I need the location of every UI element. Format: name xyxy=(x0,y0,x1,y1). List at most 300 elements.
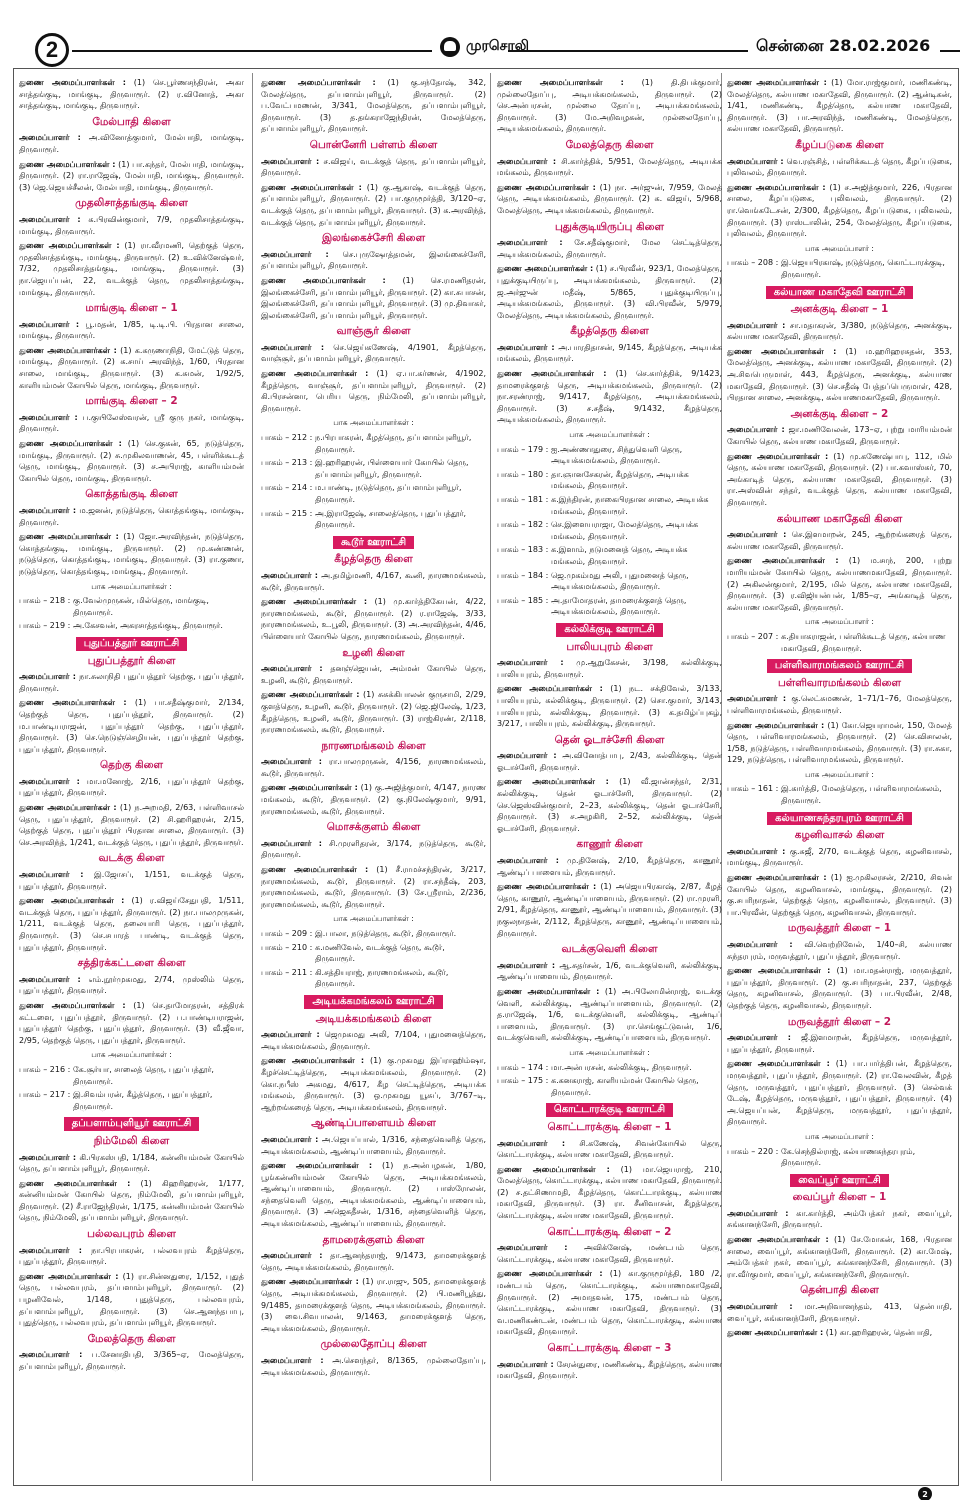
member-paragraph xyxy=(727,872,952,918)
member-paragraph xyxy=(727,720,952,766)
member-text: (1) சுசுக்கிபாலன் குருசாமி, 2/29, குளத்தெரு, உழனி, கூடூர், திருவாரூர். (2) ஜெ.ஜிலேஷ், 1/23, கீழத்தெரு, உழனி, கூடூர், திருவாரூர். (3) ராஜ்கிரண், 2/118, நாரணமங்கலம், கூடூர், திருவாரூர். xyxy=(261,690,486,735)
member-paragraph xyxy=(727,77,952,135)
member-paragraph xyxy=(497,368,722,426)
role-label: துணை அமைப்பாளர்கள் : xyxy=(261,865,369,875)
branch-heading: தென்பாதி கிளை xyxy=(800,1284,879,1297)
member-paragraph xyxy=(19,240,244,298)
member-paragraph xyxy=(727,529,952,552)
role-label: துணை அமைப்பாளர்கள் : xyxy=(497,182,596,192)
member-text: மு.தினேஷ், 2/10, கீழத்தெரு, காணூர், ஆண்டிப் பாளையம், திருவாரூர். xyxy=(497,856,722,877)
member-text: (1) ந.அன்பழகன், 1/80, பூங்கன்னியம்மன் கோயில் தெரு, அடியக்கமங்கலம், ஆண்டிப்பாளையம், திருவாரூர். (2) பாஸ்ரோலன், சந்தைவெளி தெரு, அடியக்கமங்கலம், ஆண்டிப்பாளையம், திருவாரூர். (3) அஜெகதீசன், 1/316, சந்தைவெளித் தெரு, அடியக்கமங்கலம், ஆண்டிப்பாளையம், திருவாரூர். xyxy=(261,1161,486,1229)
member-paragraph xyxy=(261,182,486,228)
booth-row xyxy=(727,783,952,806)
role-label: அமைப்பாளர் : xyxy=(19,870,84,880)
booth-subheading: பாக அமைப்பாளர்கள் : xyxy=(333,914,414,924)
branch-heading: பொன்னேரி பள்ளம் கிளை xyxy=(309,138,438,151)
branch-heading: தென் ஓடாச்சேரி கிளை xyxy=(554,733,665,746)
member-text: (1) செ.குகன், 65, நடுத்தெரு, மாங்குடி, திருவாரூர். (2) சு.முகிலவாணன், 45, பள்ளிக்கூடத் தெரு, மாங்குடி, திருவாரூர். (3) ச.அபிராஜ், காளியம்மன் கோயில் தெரு, மாங்குடி, திருவாரூர். xyxy=(19,439,244,483)
booth-number: பாகம் – 207 : xyxy=(727,631,779,641)
member-paragraph xyxy=(497,1268,722,1338)
member-paragraph xyxy=(497,776,722,834)
member-text: (1) ம.ஹரிஹரசுதன், 353, மேலத்தெரு, அனக்குடி, கல்யாண மகாதேவி, திருவாரூர். (2) அ.சிவபெருமாள், 443, கீழத்தெரு, அனக்குடி, கல்யாண மகாதேவி, திருவாரூர். (3) செ.சதீஷ் பேத்தப்பெருமாள், 428, பிரதான சாலை, அனக்குடி, கல்யாணமகாதேவி, திருவாரூர். xyxy=(727,346,952,403)
role-label: துணை அமைப்பாளர்கள் : xyxy=(727,966,831,976)
member-paragraph xyxy=(727,1208,952,1231)
member-paragraph xyxy=(497,237,722,260)
member-paragraph xyxy=(261,275,486,321)
role-label: துணை அமைப்பாளர்கள் : xyxy=(497,1269,603,1279)
booth-row xyxy=(727,257,952,280)
member-paragraph xyxy=(19,802,244,848)
booth-number: பாகம் – 215 : xyxy=(261,508,313,518)
member-paragraph xyxy=(261,1134,486,1157)
panchayat-banner: கூடூர் ஊராட்சி xyxy=(333,536,414,550)
member-paragraph xyxy=(727,965,952,1011)
role-label: அமைப்பாளர் : xyxy=(497,1243,568,1253)
booth-text: அ.கேசவன், அகரசாத்தங்குடி, திருவாரூர். xyxy=(73,621,223,631)
member-paragraph xyxy=(19,214,244,237)
member-paragraph xyxy=(261,156,486,179)
panchayat-banner: கல்லிக்குடி ஊராட்சி xyxy=(556,623,662,637)
member-paragraph xyxy=(19,319,244,342)
member-text: அவிக்னேஷ், மண்டபம் தெரு, கொட்டாரக்குடி, கல்யாண மகாதேவி, திருவாரூர். xyxy=(497,1243,722,1264)
branch-heading: கீழப்படுகை கிளை xyxy=(795,138,884,151)
role-label: அமைப்பாளர் : xyxy=(497,658,564,668)
member-paragraph xyxy=(497,750,722,773)
member-text: (1) பா.பார்த்திபன், கீழத்தெரு, மருவத்தூர், புதுப்பத்தூர், திருவாரூர். (2) ரா.வேலவின், கீழத் தெரு, மருவத்தூர், புதுப்பத்தூர், திருவாரூர். (3) செல்வக் டேஷ், கீழத்தெரு, மருவத்தூர், புதுப்பத்தூர், திருவாரூர். (4) அ.ஜெயப்பன், கீழத்தெரு, மருவத்தூர், புதுப்பத்தூர், திருவாரூர். xyxy=(727,1059,952,1127)
member-paragraph xyxy=(19,1152,244,1175)
booth-text: இ.ஜெயபிரகாஷ், நடுத்தெரு, கொட்டாரக்குடி, திருவாரூர். xyxy=(781,258,945,279)
member-text: ஆ.சுதர்சன், 1/6, வடக்குவெளி, கல்லிக்குடி, ஆண்டிப்பாளையம், திருவாரூர். xyxy=(497,960,722,982)
column-divider xyxy=(252,73,253,1481)
branch-heading: முல்லைதோப்பு கிளை xyxy=(320,1338,427,1351)
role-label: அமைப்பாளர் : xyxy=(261,1356,324,1365)
role-label: துணை அமைப்பாளர்கள் : xyxy=(497,1164,610,1174)
role-label: அமைப்பாளர் : xyxy=(19,1152,77,1162)
role-label: துணை அமைப்பாளர்கள் : xyxy=(19,1178,131,1188)
role-label: துணை அமைப்பாளர்கள் : xyxy=(497,986,600,996)
member-paragraph xyxy=(19,505,244,528)
role-label: அமைப்பாளர் : xyxy=(727,1302,793,1312)
member-paragraph xyxy=(19,776,244,799)
header-rule-left xyxy=(72,50,432,52)
member-paragraph xyxy=(727,1032,952,1055)
member-text: தா.ஆனந்தராஜ், 9/1473, தாமரைக்குளத் தெரு, அடியக்கமங்கலம், திருவாரூர். xyxy=(261,1251,486,1272)
booth-text: செ.இளையராஜா, மேலத்தெரு, அடியக்க மங்கலம், திருவாரூர். xyxy=(551,520,699,541)
member-text: சா.மதாகரன், 3/380, நடுத்தெரு, அனக்குடி, கல்யாண மகாதேவி, திருவாரூர். xyxy=(727,320,952,342)
booth-number: பாகம் – 209 : xyxy=(261,929,313,938)
role-label: அமைப்பாளர் : xyxy=(727,846,786,856)
member-paragraph xyxy=(497,263,722,321)
booth-row xyxy=(727,1146,952,1169)
page-badge: 2 xyxy=(918,1487,932,1500)
member-paragraph xyxy=(261,1355,486,1378)
role-label: அமைப்பாளர் : xyxy=(727,425,785,435)
member-paragraph xyxy=(727,320,952,343)
role-label: அமைப்பாளர் : xyxy=(261,156,320,166)
role-label: துணை அமைப்பாளர்கள் : xyxy=(727,346,837,356)
role-label: அமைப்பாளர் : xyxy=(19,133,81,143)
member-paragraph xyxy=(19,159,244,194)
booth-text: ஐ.அண்ணாதுரை, சிந்துவெளி தெரு, அடியக்கமங்கலம், திருவாரூர். xyxy=(551,444,683,466)
booth-number: பாகம் – 214 : xyxy=(261,483,313,493)
member-text: (1) சீ.ராமச்சந்திரன், 3/217, நாரணமங்கலம், கூடூர், திருவாரூர். (2) ரா.சந்தீஷ், 203, நாரணமங்கலம், கூடூர், திருவாரூர். (3) சே.ஸ்ரீராம், 2/236, நாரணமங்கலம், கூடூர், திருவாரூர். xyxy=(261,865,486,909)
member-text: வெ.ரஞ்சித், பள்ளிக்கூடத் தெரு, கீழப்படுகை, புலிவலம், திருவாரூர். xyxy=(727,156,952,178)
role-label: துணை அமைப்பாளர்கள் : xyxy=(727,556,839,566)
branch-heading: கொட்டாரக்குடி கிளை – 1 xyxy=(547,1120,672,1133)
booth-row xyxy=(19,595,244,618)
member-paragraph xyxy=(727,846,952,869)
booth-row xyxy=(497,1062,722,1074)
role-label: துணை அமைப்பாளர்கள் : xyxy=(19,439,122,449)
member-text: (1) ஐ.முகிலரசன், 2/210, சிவன் கோயில் தெரு, கழனிவாசல், மாங்குடி, திருவாரூர். (2) கு.சபரிநாதன், தெற்குத் தெரு, கழனிவாசல், திருவாரூர். (3) பா.பிரவீன், தெற்குத் தெரு, கழனிவாசல், திருவாரூர். xyxy=(727,873,952,917)
role-label: அமைப்பாளர் : xyxy=(727,1208,789,1218)
member-text: (1) மு.கணேஷ்பாபு, 112, மில் தெரு, கல்யாண மகாதேவி, திருவாரூர். (2) பா.கவாஸ்கர், 70, அங்காடித் தெரு, கல்யாண மகாதேவி, திருவாரூர். (3) ரா.அஸ்வின் சந்தர், வடக்குத் தெரு, கல்யாண மகாதேவி, திருவாரூர். xyxy=(727,451,952,507)
booth-number: பாகம் – 212 : xyxy=(261,433,313,443)
member-paragraph xyxy=(497,1242,722,1265)
booth-number: பாகம் – 184 : xyxy=(497,570,549,580)
booth-row xyxy=(727,631,952,654)
member-paragraph xyxy=(19,1000,244,1046)
booth-text: இ.ஹரிஹரன், பிள்ளையார் கோயில் தெரு, தப்பளாம்புளியூர், திருவாரூர். xyxy=(315,458,469,479)
role-label: அமைப்பாளர் : xyxy=(19,1245,82,1255)
role-label: அமைப்பாளர் : xyxy=(497,238,563,248)
branch-heading: கீழத்தெரு கிளை xyxy=(334,553,413,566)
role-label: துணை அமைப்பாளர்கள் : xyxy=(19,803,117,813)
header-rule-right xyxy=(940,50,960,52)
member-text: (1) மா.ஜெயராஜ், 210, மேலத்தெரு, கொட்டாரக்குடி, கல்யாண மகாதேவி, திருவாரூர். (2) ச.தட்சிணாமதி, கீழத்தெரு, கொட்டாரக்குடி, கல்யாண மகாதேவி, திருவாரூர். (3) ரா. சீனிவாசன், கீழத்தெரு, கொட்டாரக்குடி, கல்யாண மகாதேவி, திருவாரூர். xyxy=(497,1164,722,1221)
booth-subheading: பாக அமைப்பாளர்கள் : xyxy=(91,581,172,591)
role-label: துணை அமைப்பாளர்கள் : xyxy=(497,777,609,787)
booth-text: மா.அன்பரசன், கல்லிக்குடி, திருவாரூர். xyxy=(551,1062,692,1072)
role-label: அமைப்பாளர் : xyxy=(497,342,555,352)
role-label: துணை அமைப்பாளர்கள் : xyxy=(727,1328,824,1338)
member-text: (1) பா.சதீஷ்குமார், 2/134, தெற்குத் தெரு, புதுப்பத்தூர், திருவாரூர். (2) ம.பாண்டியராஜன், புதுப்பத்தூர் தெற்கு, புதுப்பத்தூர், திருவாரூர். (3) செ.நெடுஞ்செழியன், புதுப்பத்தூர் தெற்கு, புதுப்பத்தூர், திருவாரூர். xyxy=(19,698,244,754)
booth-text: இ.பாலா, நடுத்தெரு, கூடூர், திருவாரூர். xyxy=(315,929,457,938)
member-text: (1) ரா.வீரமணி, தெற்குத் தெரு, முதலிசாத்தங்குடி, மாங்குடி, திருவாரூர். (2) உ.விக்னேஷ்வர், 7/32, முதலிசாத்தங்குடி, மாங்குடி, திருவாரூர். (3) நா.ஜெயப்பன், 22, வடக்குத் தெரு, முதலிசாத்தங்குடி, மாங்குடி, திருவாரூர். xyxy=(19,241,244,297)
member-paragraph xyxy=(19,132,244,155)
role-label: துணை அமைப்பாளர்கள் : xyxy=(19,1000,126,1010)
member-text: ச.விஜய், வடக்குத் தெரு, தப்பளாம்புளியூர், திருவாரூர். xyxy=(261,156,486,178)
role-label: துணை அமைப்பாளர்கள் : xyxy=(497,369,607,379)
member-paragraph xyxy=(497,182,722,217)
booth-subheading: பாக அமைப்பாளர் : xyxy=(805,1131,874,1141)
branch-heading: வைப்பூர் கிளை – 1 xyxy=(792,1191,887,1204)
member-paragraph xyxy=(261,596,486,642)
member-paragraph xyxy=(727,939,952,962)
member-text: கி.பிரகஸ்பதி, 1/184, கன்னியம்மன் கோயில் தெரு, தப்பளாம்புளியூர், திருவாரூர். xyxy=(19,1152,244,1174)
member-text: தனஞ்ஜெயன், அம்மன் கோயில் தெரு, உழனி, கூடூர், திருவாரூர். xyxy=(261,664,486,685)
member-paragraph xyxy=(261,1029,486,1052)
column-2 xyxy=(261,77,486,1477)
member-paragraph xyxy=(19,1178,244,1224)
role-label: துணை அமைப்பாளர்கள் : xyxy=(19,896,125,906)
member-paragraph xyxy=(261,368,486,414)
booth-text: கு.வேல்முருகன், மில்தெரு, மாங்குடி, திருவாரூர். xyxy=(73,596,209,617)
role-label: துணை அமைப்பாளர்கள் : xyxy=(261,78,376,87)
member-text: (1) நட. சக்திவேல், 3/133, பாலியபுரம், கல்லிக்குடி, திருவாரூர். (2) சொ.குமார், 3/143, பாலியபுரம், கல்லிக்குடி, திருவாரூர். (3) க.தமிழ்ப்புகழ், 3/217, பாலியபுரம், கல்லிக்குடி, திருவாரூர். xyxy=(497,684,722,729)
member-paragraph xyxy=(497,156,722,179)
role-label: அமைப்பாளர் : xyxy=(261,1030,320,1040)
member-text: (1) அ.பிலோமின்ராஜ், வடக்கு வெளி, கல்லிக்குடி, ஆண்டிப்பாளையம், திருவாரூர். (2) த.ராஜேஷ், 1/6, வடக்குவெளி, கல்லிக்குடி, ஆண்டிப் பாளையம், திருவாரூர். (3) ரா.செங்குட்டுவன், 1/6, வடக்குவெளி, கல்லிக்குடி, ஆண்டிப்பாளையம், திருவாரூர். xyxy=(497,986,722,1043)
role-label: துணை அமைப்பாளர்கள் : xyxy=(261,690,360,700)
booth-number: பாகம் – 185 : xyxy=(497,595,549,605)
member-text: செ.புருஷோத்தமன், இலங்கைச்சேரி, தப்பளாம்புளியூர், திருவாரூர். xyxy=(261,249,486,271)
branch-heading: முதலிசாத்தங்குடி கிளை xyxy=(75,197,188,210)
role-label: அமைப்பாளர் : xyxy=(261,342,325,352)
panchayat-banner: கல்யாண மகாதேவி ஊராட்சி xyxy=(766,286,914,300)
booth-subheading: பாக அமைப்பாளர் : xyxy=(805,617,874,627)
member-paragraph xyxy=(19,869,244,892)
member-text: (1) ச.பிரவீன், 923/1, மேலத்தெரு, புதுக்குடியிருப்பு, அடியக்கமங்கலம், திருவாரூர். (2) ஜ.அர்ஜுன் மதீஷ், 5/865, புதுக்குடியிருப்பு, அடியக்கமங்கலம், திருவாரூர். (3) வி.பிரவீன், 5/979, மேலத்தெரு, அடியக்கமங்கலம், திருவாரூர். xyxy=(497,264,722,320)
branch-heading: கொத்தங்குடி கிளை xyxy=(85,488,178,501)
branch-heading: பல்லவபுரம் கிளை xyxy=(87,1228,176,1241)
branch-heading: மேல்பாதி கிளை xyxy=(92,115,171,128)
role-label: துணை அமைப்பாளர்கள் : xyxy=(727,1059,830,1069)
member-paragraph xyxy=(727,1234,952,1280)
role-label: துணை அமைப்பாளர்கள் : xyxy=(261,1161,373,1171)
booth-subheading: பாக அமைப்பாளர் : xyxy=(805,769,874,779)
role-label: துணை அமைப்பாளர்கள் : xyxy=(261,182,362,192)
member-text: (1) கா.குருமூர்த்தி, 180 /2, மண்டபம் தெரு, கொட்டாரக்குடி, கல்யாணமகாதேவி, திருவாரூர். (2) அமாதவன், 175, மண்டபம் தெரு, கொட்டாரக்குடி, கல்யாண மகாதேவி, திருவாரூர். (3) வ.மணிகண்டன், மண்டபம் தெரு, கொட்டாரக்குடி, கல்யாண மகாதேவி, திருவாரூர். xyxy=(497,1269,722,1337)
branch-heading: தெற்கு கிளை xyxy=(99,759,164,772)
booth-number: பாகம் – 217 : xyxy=(19,1090,71,1100)
role-label: துணை அமைப்பாளர்கள் : xyxy=(727,873,827,883)
panchayat-banner: புதுப்பத்தூர் ஊராட்சி xyxy=(76,637,188,651)
booth-text: கி.சத்தியராஜ், நாரணமங்கலம், கூடூர், திருவாரூர். xyxy=(315,967,449,989)
member-text: சே.சதீஷ்குமார், மேல செட்டித்தெரு, அடியக்கமங்கலம், திருவாரூர். xyxy=(497,238,722,259)
column-1 xyxy=(19,77,244,1477)
branch-heading: வாஞ்சூர் கிளை xyxy=(336,325,411,338)
member-paragraph xyxy=(261,864,486,910)
role-label: அமைப்பாளர் : xyxy=(497,856,559,866)
branch-heading: சத்திரக்கட்டளை கிளை xyxy=(77,957,186,970)
member-text: ரா.பாலமுருகன், 4/156, நாரணமங்கலம், கூடூர், திருவாரூர். xyxy=(261,757,486,778)
member-text: (1) கோ.ஜெயராமன், 150, மேலத் தெரு, பள்ளிவாரமங்கலம், திருவாரூர். (2) செ.விசாலன், 1/58, நடுத்தெரு, பள்ளிவாரமங்கலம், திருவாரூர். (3) ரா.சுகா, 129, நடுத்தெரு, பள்ளிவாரமங்கலம், திருவாரூர். xyxy=(727,720,952,765)
member-paragraph xyxy=(261,249,486,272)
member-paragraph xyxy=(19,77,244,112)
booth-row xyxy=(261,457,486,480)
member-text: வி.வெற்றிவேல், 1/40–சி, கல்யாண சுந்தரபுரம், மருவத்தூர், புதுப்பத்தூர், திருவாரூர். xyxy=(727,940,952,961)
role-label: துணை அமைப்பாளர்கள் : xyxy=(727,451,829,461)
member-text: ஜா.மணிவேலன், 173–ஏ, புற்று மாரியம்மன் கோயில் தெரு, கல்யாண மகாதேவி, திருவாரூர். xyxy=(727,425,952,447)
member-paragraph xyxy=(727,156,952,179)
role-label: துணை அமைப்பாளர்கள் : xyxy=(497,264,594,274)
member-text: ஜெமுகமது அலி, 7/104, புதுமனைத்தெரு, அடியக்கமங்கலம், திருவாரூர். xyxy=(261,1030,486,1051)
branch-heading: அனக்குடி கிளை – 1 xyxy=(790,303,889,316)
member-paragraph xyxy=(727,424,952,447)
role-label: துணை அமைப்பாளர்கள் : xyxy=(727,78,827,87)
booth-row xyxy=(261,482,486,505)
role-label: அமைப்பாளர் : xyxy=(497,156,557,166)
booth-number: பாகம் – 179 : xyxy=(497,444,549,454)
role-label: துணை அமைப்பாளர்கள் : xyxy=(497,882,597,892)
booth-text: இ.சிவம்பரன், கீழ்த்தெரு, புதுப்பத்தூர், திருவாரூர். xyxy=(73,1090,213,1111)
member-paragraph xyxy=(19,974,244,997)
content-frame xyxy=(13,68,959,1486)
booth-subheading: பாக அமைப்பாளர்கள் : xyxy=(569,1047,650,1057)
role-label: அமைப்பாளர் : xyxy=(727,694,787,704)
branch-heading: வடக்குவெளி கிளை xyxy=(561,943,658,956)
branch-heading: மேலத்தெரு கிளை xyxy=(87,1332,176,1345)
member-paragraph xyxy=(19,1271,244,1329)
booth-text: இ.கார்த்தி, மேலத்தெரு, பள்ளிவாரமங்கலம், திருவாரூர். xyxy=(781,784,942,806)
member-text: (1) செ.தாமோதரன், சத்திரக் கட்டளை, புதுப்பத்தூர், திருவாரூர். (2) ப.பாண்டியராஜன், புதுப்பத்தூர் தெற்கு, புதுப்பத்தூர், திருவாரூர். (3) வீ.ஜீவா, 2/95, தெற்குத் தெரு, புதுப்பத்தூர், திருவாரூர். xyxy=(19,1000,244,1045)
role-label: அமைப்பாளர் : xyxy=(497,1138,566,1148)
role-label: அமைப்பாளர் : xyxy=(19,214,81,224)
booth-row xyxy=(497,595,722,618)
booth-number: பாகம் – 181 : xyxy=(497,495,549,504)
column-4 xyxy=(727,77,952,1477)
role-label: துணை அமைப்பாளர்கள் : xyxy=(727,1235,829,1245)
member-text: (1) ந.அறமதி, 2/63, பள்ளிவாசல் தெரு, புதுப்பத்தூர், திருவாரூர். (2) சி.ஹரிஹரன், 2/15, தெற்குத் தெரு, புதுப்பத்தூர் பிரதான சாலை, திருவாரூர். (3) செ.அரவிந்த், 1/241, வடக்குத் தெரு, புதுப்பத்தூர், திருவாரூர். xyxy=(19,803,244,847)
booth-text: ந.பிரபாகரன், கீழத்தெரு, தப்பளாம்புளியூர், திருவாரூர். xyxy=(315,433,472,454)
member-paragraph xyxy=(727,693,952,716)
role-label: அமைப்பாளர் : xyxy=(261,570,318,580)
member-paragraph xyxy=(727,346,952,404)
booth-subheading: பாக அமைப்பாளர்கள் : xyxy=(569,430,650,440)
member-text: (1) கு.அஜித்குமார், 4/147, நாரண மங்கலம், கூடூர், திருவாரூர். (2) கு.நிலேஷ்குமார், 9/91, நாரணமங்கலம், கூடூர், திருவாரூர். xyxy=(261,783,486,816)
member-text: (1) கிஹரிஹரன், 1/177, கன்னியம்மன் கோயில் தெரு, நிம்மேலி, தப்பளாம்புளியூர், திருவாரூர். (2) சீ.ராஜேந்திரன், 1/175, கன்னியம்மன் கோயில் தெரு, நிம்மேலி, தப்பளாம்புளியூர், திருவாரூர். xyxy=(19,1178,244,1223)
booth-row xyxy=(261,967,486,990)
booth-text: ஜெ.முகம்மது அலி, புதுமனைத் தெரு, அடியக்கமங்கலம், திருவாரூர். xyxy=(551,570,689,592)
branch-heading: கொட்டாரக்குடி கிளை – 2 xyxy=(547,1225,672,1238)
branch-heading: மாங்குடி கிளை – 1 xyxy=(85,302,178,315)
member-paragraph xyxy=(497,1359,722,1382)
branch-heading: மொசக்குளம் கிளை xyxy=(326,821,421,834)
booth-number: பாகம் – 183 : xyxy=(497,545,549,555)
member-text: (1) கா.ஹரிஹரன், தென்பாதி, xyxy=(825,1328,933,1338)
member-text: (1) தி.திபக்குமார், முல்லைதோப்பு, அடியக்கமங்கலம், திருவாரூர். (2) செ.அன்பரசன், முல்லை தோப்பு, அடியக்கமங்கலம், திருவாரூர். (3) மே.அறிவழகன், முல்லைதோப்பு, அடியக்கமங்கலம், திருவாரூர். xyxy=(497,78,722,134)
branch-heading: கொட்டாரக்குடி கிளை – 3 xyxy=(547,1342,672,1354)
branch-heading: மருவத்தூர் கிளை – 1 xyxy=(787,922,892,935)
member-text: எம்.நூர்முகமது, 2/74, முஸ்லிம் தெரு, புதுப்பத்தூர், திருவாரூர். xyxy=(19,974,244,996)
booth-number: பாகம் – 213 : xyxy=(261,458,313,468)
member-paragraph xyxy=(19,1349,244,1372)
member-text: பூ.மதன், 1/85, டி.டி.பி. பிரதான சாலை, மாங்குடி, திருவாரூர். xyxy=(19,319,244,341)
member-paragraph xyxy=(497,342,722,365)
booth-row xyxy=(19,620,244,632)
role-label: துணை அமைப்பாளர்கள் : xyxy=(19,78,126,87)
member-text: அ.வினோத்பாபு, 2/43, கல்லிக்குடி, தென் ஓடாச்சேரி, திருவாரூர். xyxy=(497,751,722,772)
member-text: (1) பா.கந்தர், மேல்பாதி, மாங்குடி, திருவாரூர். (2) ரா.ராஜேஷ், மேல்பாதி, மாங்குடி, திருவாரூர். (3) ஜெ.ஜெயச்சீலன், மேல்பாதி, மாங்குடி, திருவாரூர். xyxy=(19,159,244,192)
role-label: துணை அமைப்பாளர்கள் : xyxy=(497,684,603,694)
role-label: அமைப்பாளர் : xyxy=(261,1251,323,1261)
booth-text: கே.சூர்யா, சாலைத் தெரு, புதுப்பத்தூர், திருவாரூர். xyxy=(73,1064,214,1086)
booth-row xyxy=(261,928,486,940)
booth-text: க.இந்திரன், நாகைபிரதான சாலை, அடியக்க மங்கலம், திருவாரூர். xyxy=(551,495,709,516)
column-divider xyxy=(490,73,491,1481)
member-text: சி.கணேஷ், சிவன்கோயில் தெரு, கொட்டாரக்குடி, கல்யாண மகாதேவி, திருவாரூர். xyxy=(497,1138,722,1160)
bull-logo-icon xyxy=(440,37,460,57)
member-text: மா.மனோஜ், 2/16, புதுப்பத்தூர் தெற்கு, புதுப்பத்தூர், திருவாரூர். xyxy=(19,776,244,798)
booth-subheading: பாக அமைப்பாளர்கள் : xyxy=(333,418,414,428)
member-paragraph xyxy=(19,345,244,391)
member-paragraph xyxy=(261,1276,486,1334)
booth-number: பாகம் – 220 : xyxy=(727,1146,779,1156)
member-text: அ.வினோத்குமார், மேல்பாதி, மாங்குடி, திருவாரூர். xyxy=(19,133,244,154)
booth-text: கே.செந்தில்ராஜ், கல்யாணசுந்தரபுரம், திருவாரூர். xyxy=(781,1146,916,1168)
role-label: துணை அமைப்பாளர்கள் : xyxy=(19,1271,119,1281)
member-paragraph xyxy=(261,782,486,817)
member-text: (1) க.கருணாநிதி, மேட்டுத் தெரு, மாங்குடி, திருவாரூர். (2) க.சாய் அரவிந்த், 1/60, பிரதான சாலை, மாங்குடி, திருவாரூர். (3) க.சுமன், 1/92/5, காளியம்மன் கோயில் தெரு, மாங்குடி, திருவாரூர். xyxy=(19,345,244,390)
member-paragraph xyxy=(261,756,486,779)
booth-number: பாகம் – 161 : xyxy=(727,784,779,794)
booth-number: பாகம் – 210 : xyxy=(261,942,313,952)
member-paragraph xyxy=(727,1058,952,1128)
role-label: அமைப்பாளர் : xyxy=(19,1350,83,1360)
member-text: சி.முரளிதரன், 3/174, நடுத்தெரு, கூடூர், திருவாரூர். xyxy=(261,838,486,860)
member-text: (1) சே.மோகன், 168, பிரதான சாலை, வைப்பூர், சுங்கானந்சேரி, திருவாரூர். (2) கா.மேஷ், அம்பேத்கர் நகர், வைப்பூர், சுங்கானந்சேரி, திருவாரூர். (3) ரா.வீர்குமார், வைப்பூர், சுங்கானந்சேரி, திருவாரூர். xyxy=(727,1235,952,1279)
role-label: துணை அமைப்பாளர்கள் : xyxy=(261,275,386,285)
member-text: அ.பாரதிதாசன், 9/145, கீழத்தெரு, அடியக்க மங்கலம், திருவாரூர். xyxy=(497,342,722,364)
role-label: அமைப்பாளர் : xyxy=(727,940,793,949)
member-text: (1) நா. அர்ஜுன், 7/959, மேலத் தெரு, அடியக்கமங்கலம், திருவாரூர். (2) க. விஜய், 5/968, மேலத்தெரு, அடியக்கமங்கலம், திருவாரூர். xyxy=(497,182,722,215)
booth-text: ம.பாண்டி, நடுத்தெரு, தப்பளாம்புளியூர், திருவாரூர். xyxy=(315,483,462,504)
branch-heading: அடியக்கமங்கலம் கிளை xyxy=(315,1012,432,1025)
member-text: (1) கு.சந்தோஷ், 342, மேலத்தெரு, தப்பளாம்புளியூர், திருவாரூர். (2) ப.வேட்பமணன், 3/341, மேலத்தெரு, தப்பளாம்புளியூர், திருவாரூர். (3) த.தங்கராஜேந்திரன், மேலத்தெரு, தப்பளாம்புளியூர், திருவாரூர். xyxy=(261,78,486,134)
booth-text: அ.தாமோதரன், தாமரைக்குளத் தெரு, அடியக்கமங்கலம், திருவாரூர். xyxy=(551,595,687,617)
member-text: (1) செ.பூர்ணசந்திரன், அகா சாத்தங்குடி, மாங்குடி, திருவாரூர். (2) ர.வினோத், அகா சாத்தங்குடி, மாங்குடி, திருவாரூர். xyxy=(19,78,244,111)
booth-number: பாகம் – 216 : xyxy=(19,1064,71,1074)
member-text: ப.சேனாதிபதி, 3/365–ஏ, மேலத்தெரு, தப்பளாம்புளியூர், திருவாரூர். xyxy=(19,1350,244,1371)
member-paragraph xyxy=(727,182,952,240)
role-label: அமைப்பாளர் : xyxy=(19,672,76,682)
branch-heading: அனக்குடி கிளை – 2 xyxy=(790,407,889,420)
booth-number: பாகம் – 218 : xyxy=(19,596,71,606)
member-text: (1) ஏ.பா.கர்ணன், 4/1902, கீழத்தெரு, வாஞ்சூர், தப்பளாம்புளியூர், திருவாரூர். (2) கி.பிரசன்னா, பெரிய தெரு, நிம்மேலி, தப்பளாம்புளியூர், திருவாரூர். xyxy=(261,369,486,413)
branch-heading: கல்யாண மகாதேவி கிளை xyxy=(776,512,903,525)
role-label: அமைப்பாளர் : xyxy=(261,664,323,674)
booth-text: தா.ஞானசேகரன், கீழத்தெரு, அடியக்க மங்கலம், திருவாரூர். xyxy=(551,469,689,491)
panchayat-banner: தப்பளாம்புளியூர் ஊராட்சி xyxy=(64,1117,200,1131)
role-label: துணை அமைப்பாளர்கள் : xyxy=(261,597,368,607)
member-text: மு.ஆறுகேசன், 3/198, கல்லிக்குடி, பாலியபுரம், திருவாரூர். xyxy=(497,658,722,679)
member-text: அ.செளந்தர், 8/1365, முல்லைதோப்பு, அடியக்கமங்கலம், திருவாரூர். xyxy=(261,1356,486,1377)
booth-number: பாகம் – 175 : xyxy=(497,1076,549,1086)
role-label: துணை அமைப்பாளர்கள் : xyxy=(261,369,369,379)
member-text: ம.ஜனன், நடுத்தெரு, கொத்தங்குடி, மாங்குடி, திருவாரூர். xyxy=(19,506,244,527)
booth-row xyxy=(261,432,486,455)
role-label: துணை அமைப்பாளர்கள் : xyxy=(19,532,119,542)
branch-heading: ஆண்டிப்பாளையம் கிளை xyxy=(311,1117,436,1130)
masthead xyxy=(0,0,972,66)
role-label: அமைப்பாளர் : xyxy=(261,1134,319,1144)
booth-row xyxy=(261,942,486,965)
member-text: கு.சுஜீ, 2/70, வடக்குத் தெரு, கழனிவாசல், மாங்குடி, திருவாரூர். xyxy=(727,846,952,868)
member-paragraph xyxy=(19,1245,244,1268)
member-text: (1) கு.ஆகாஷ், வடக்குத் தெரு, தப்பளாம்புளியூர், திருவாரூர். (2) பா.குருமூர்த்தி, 3/120–ஏ, வடக்குத் தெரு, தப்பளாம்புளியூர், திருவாரூர். (3) க.அரவிந்த், வடக்குத் தெரு, தப்பளாம்புளியூர், திருவாரூர். xyxy=(261,182,486,227)
role-label: அமைப்பாளர் : xyxy=(497,960,556,970)
member-text: (1) ர.விஜய்சேதுபதி, 1/511, வடக்குத் தெரு, புதுப்பத்தூர், திருவாரூர். (2) நா.பாலமுருகன், 1/211, வடக்குத் தெரு, தலையாரி தெரு, புதுப்பத்தூர், திருவாரூர். (3) செ.சபாரத் பாண்டி, வடக்குத் தெரு, புதுப்பத்தூர், திருவாரூர். xyxy=(19,896,244,952)
booth-row xyxy=(497,519,722,542)
booth-subheading: பாக அமைப்பாளர்கள் : xyxy=(91,1050,172,1060)
member-paragraph xyxy=(261,838,486,861)
booth-number: பாகம் – 182 : xyxy=(497,520,549,530)
member-text: சேரன்துரை, மணிகண்டி, கீழத்தெரு, கல்யாண மகாதேவி, திருவாரூர். xyxy=(497,1359,722,1381)
booth-row xyxy=(497,494,722,517)
member-paragraph xyxy=(19,671,244,694)
booth-number: பாகம் – 219 : xyxy=(19,621,71,631)
member-text: (1) ரா.சின்னதுரை, 1/152, புதுத் தெரு, பல்லவபுரம், தப்பளாம்புளியூர், திருவாரூர். (2) பழனிவேல், 1/148, புதுத்தெரு, பல்லவபுரம், தப்பளாம்புளியூர், திருவாரூர். (3) செ.ஆனந்தபாபு, புதுத்தெரு, பல்லவபுரம், தப்பளாம்புளியூர், திருவாரூர். xyxy=(19,1271,244,1328)
role-label: அமைப்பாளர் : xyxy=(19,506,77,515)
member-paragraph xyxy=(497,1164,722,1222)
role-label: அமைப்பாளர் : xyxy=(19,776,80,786)
member-paragraph xyxy=(19,438,244,484)
panchayat-banner: அடியக்கமங்கலம் ஊராட்சி xyxy=(304,995,442,1009)
member-paragraph xyxy=(497,683,722,729)
role-label: அமைப்பாளர் : xyxy=(19,974,81,984)
member-paragraph xyxy=(261,689,486,735)
